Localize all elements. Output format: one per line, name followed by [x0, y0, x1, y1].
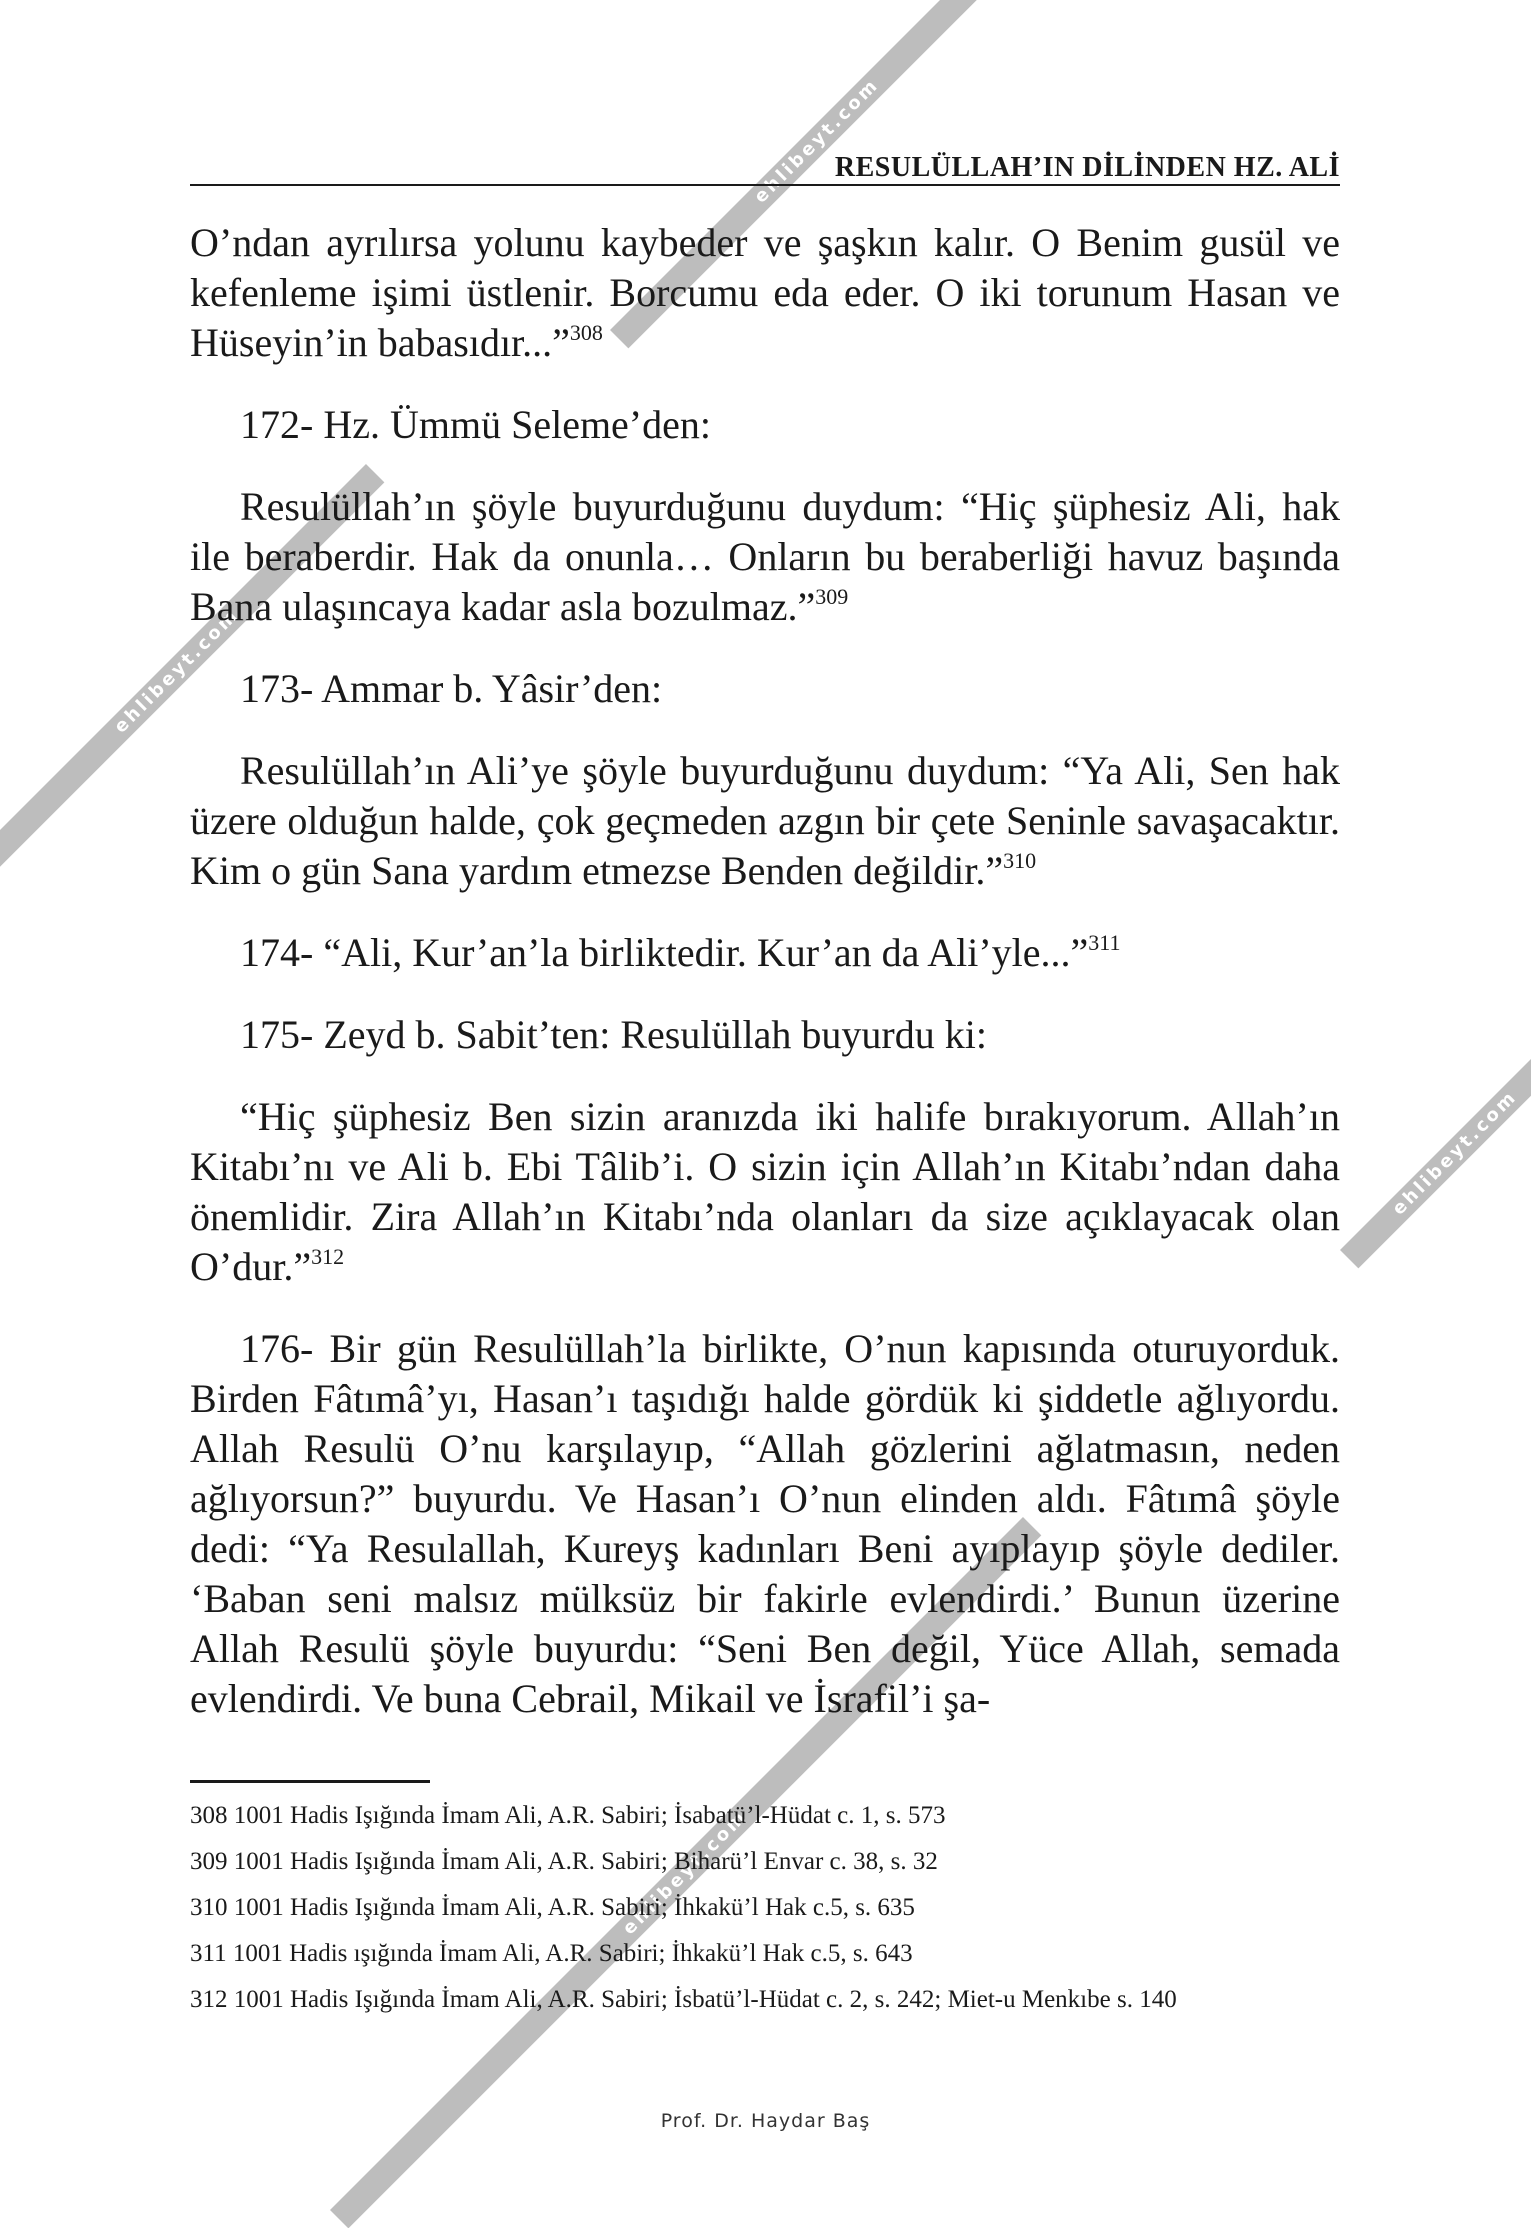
- paragraph: 173- Ammar b. Yâsir’den:: [240, 666, 663, 711]
- footnote-ref: 312: [311, 1244, 345, 1269]
- body-text: [190, 218, 1340, 1756]
- footnote: 308 1001 Hadis Işığında İmam Ali, A.R. Sabiri; İsabatü’l-Hüdat c. 1, s. 573: [190, 1802, 946, 1829]
- footnote: 309 1001 Hadis Işığında İmam Ali, A.R. Sabiri; Biharü’l Envar c. 38, s. 32: [190, 1848, 938, 1875]
- footnote-rule: [190, 1780, 430, 1783]
- watermark-text: ehlibeyt.com: [1388, 1086, 1522, 1220]
- watermark-text: ehlibeyt.com: [618, 1805, 752, 1939]
- footnote-ref: 311: [1088, 930, 1121, 955]
- watermark-text: ehlibeyt.com: [110, 604, 244, 738]
- paragraph: “Hiç şüphesiz Ben sizin aranızda iki halife bırakıyorum. Allah’ın Kitabı’nı ve Ali b. Ebi Tâlib’i. O sizin için Allah’ın Kitabı’ndan daha önemlidir. Zira Allah’ın Kitabı’nda olanları da size açıklayacak olan O’dur.”$^{312}$: [190, 1094, 1340, 1289]
- footnote: 310 1001 Hadis Işığında İmam Ali, A.R. Sabiri; İhkakü’l Hak c.5, s. 635: [190, 1894, 915, 1921]
- header-rule: [190, 184, 1340, 186]
- footnote: 311 1001 Hadis ışığında İmam Ali, A.R. Sabiri; İhkakü’l Hak c.5, s. 643: [190, 1940, 913, 1967]
- footnote: 312 1001 Hadis Işığında İmam Ali, A.R. Sabiri; İsbatü’l-Hüdat c. 2, s. 242; Miet-u Menkıbe s. 140: [190, 1986, 1177, 2013]
- paragraph: Resulüllah’ın Ali’ye şöyle buyurduğunu duydum: “Ya Ali, Sen hak üzere olduğun halde, çok geçmeden azgın bir çete Seninle savaşacaktır. Kim o gün Sana yardım etmezse Benden değildir.”$^{310}$: [190, 748, 1340, 893]
- page-footer-author: Prof. Dr. Haydar Baş: [660, 2110, 871, 2132]
- watermark-text: ehlibeyt.com: [750, 74, 884, 208]
- watermark-stripe: [1340, 1038, 1531, 1269]
- paragraph: O’ndan ayrılırsa yolunu kaybeder ve şaşkın kalır. O Benim gusül ve kefenleme işimi üstlenir. Borcumu eda eder. O iki torunum Hasan ve Hüseyin’in babasıdır...”$^{308}$: [190, 220, 1340, 365]
- footnote-ref: 309: [815, 584, 849, 609]
- paragraph: 176- Bir gün Resulüllah’la birlikte, O’nun kapısında oturuyorduk. Birden Fâtımâ’yı, Hasan’ı taşıdığı halde gördük ki şiddetle ağlıyordu. Allah Resulü O’nu karşılayıp, “Allah gözlerini ağlatmasın, neden ağlıyorsun?” buyurdu. Ve Hasan’ı O’nun elinden aldı. Fâtımâ şöyle dedi: “Ya Resulallah, Kureyş kadınları Beni ayıplayıp şöyle dediler. ‘Baban seni malsız mülksüz bir fakirle evlendirdi.’ Bunun üzerine Allah Resulü şöyle buyurdu: “Seni Ben değil, Yüce Allah, semada evlendirdi. Ve buna Cebrail, Mikail ve İsrafil’i şa-: [190, 1326, 1340, 1721]
- paragraph: 172- Hz. Ümmü Seleme’den:: [240, 402, 711, 447]
- footnote-ref: 308: [569, 320, 603, 345]
- paragraph: 174- “Ali, Kur’an’la birliktedir. Kur’an da Ali’yle...”$^{311}$: [240, 930, 1121, 975]
- footnotes: [190, 1793, 1340, 2023]
- paragraph: 175- Zeyd b. Sabit’ten: Resulüllah buyurdu ki:: [240, 1012, 987, 1057]
- footnote-ref: 310: [1003, 848, 1037, 873]
- paragraph: Resulüllah’ın şöyle buyurduğunu duydum: “Hiç şüphesiz Ali, hak ile beraberdir. Hak da onunla… Onların bu beraberliği havuz başında Bana ulaşıncaya kadar asla bozulmaz.”$^{309}$: [190, 484, 1340, 629]
- running-header: RESULÜLLAH’IN DİLİNDEN HZ. ALİ: [834, 152, 1340, 183]
